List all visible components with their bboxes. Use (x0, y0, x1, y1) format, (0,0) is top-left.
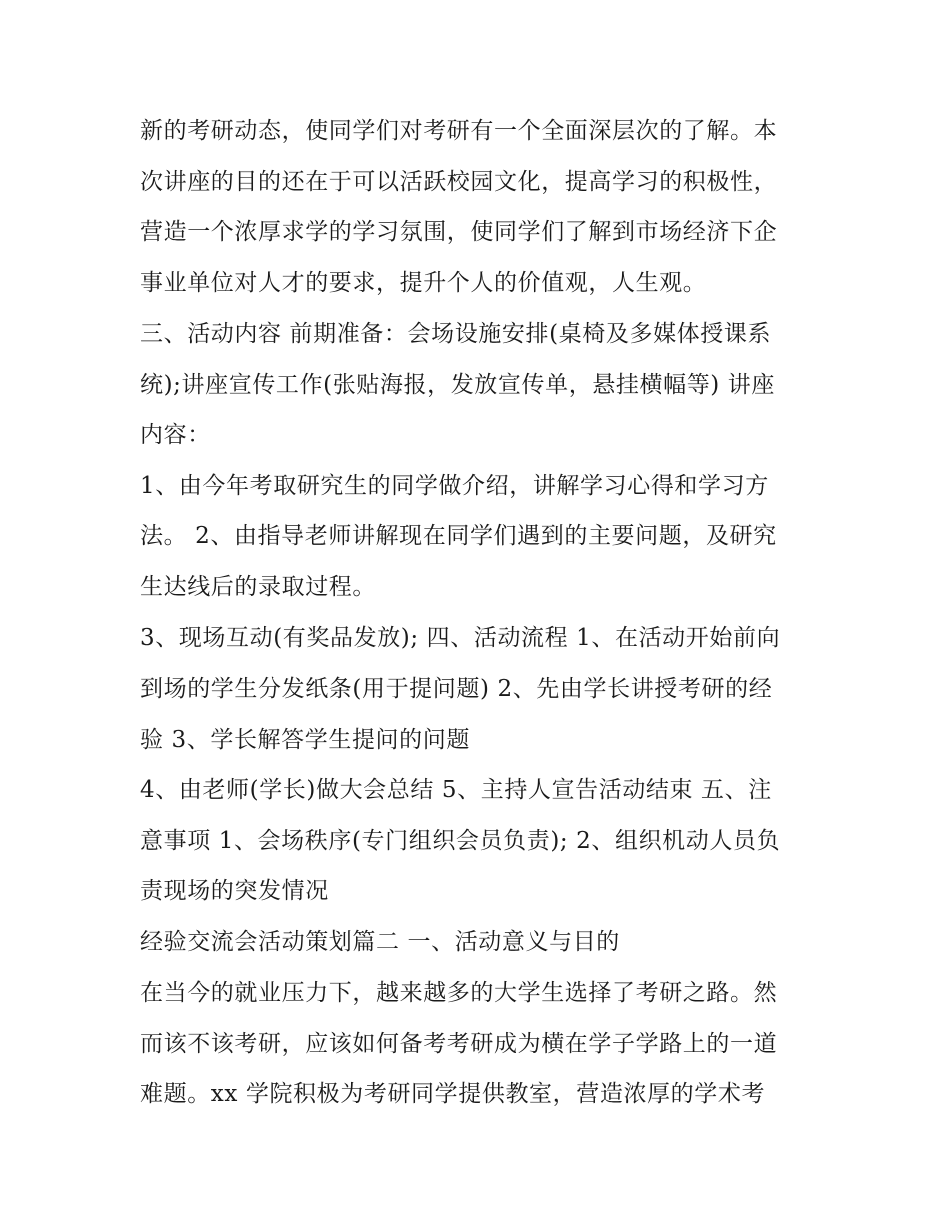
text-line: 到场的学生分发纸条(用于提问题) 2、先由学长讲授考研的经 (140, 676, 773, 702)
text-line: 统);讲座宣传工作(张贴海报，发放宣传单，悬挂横幅等) 讲座 (140, 372, 775, 398)
text-line: 生达线后的录取过程。 (140, 574, 376, 600)
text-line: 难题。xx 学院积极为考研同学提供教室，营造浓厚的学术考 (140, 1081, 766, 1107)
text-line: 3、现场互动(有奖品发放); 四、活动流程 1、在活动开始前向 (140, 625, 781, 651)
text-line: 意事项 1、会场秩序(专门组织会员负责); 2、组织机动人员负 (140, 828, 781, 854)
text-line: 内容： (140, 422, 211, 448)
text-line: 责现场的突发情况 (140, 878, 329, 904)
text-line: 事业单位对人才的要求，提升个人的价值观，人生观。 (140, 270, 707, 296)
text-line: 三、活动内容 前期准备：会场设施安排(桌椅及多媒体授课系 (140, 321, 772, 347)
text-line: 1、由今年考取研究生的同学做介绍，讲解学习心得和学习方 (140, 473, 769, 499)
text-line: 法。 2、由指导老师讲解现在同学们遇到的主要问题，及研究 (140, 523, 777, 549)
text-line: 而该不该考研，应该如何备考考研成为横在学子学路上的一道 (140, 1031, 778, 1057)
text-line: 在当今的就业压力下，越来越多的大学生选择了考研之路。然 (140, 980, 778, 1006)
text-line: 次讲座的目的还在于可以活跃校园文化，提高学习的积极性， (140, 169, 778, 195)
text-line: 营造一个浓厚求学的学习氛围，使同学们了解到市场经济下企 (140, 219, 778, 245)
text-line: 新的考研动态，使同学们对考研有一个全面深层次的了解。本 (140, 118, 778, 144)
text-line: 验 3、学长解答学生提问的问题 (140, 727, 470, 753)
section-heading: 经验交流会活动策划篇二 一、活动意义与目的 (140, 929, 620, 955)
text-line: 4、由老师(学长)做大会总结 5、主持人宣告活动结束 五、注 (140, 777, 772, 803)
